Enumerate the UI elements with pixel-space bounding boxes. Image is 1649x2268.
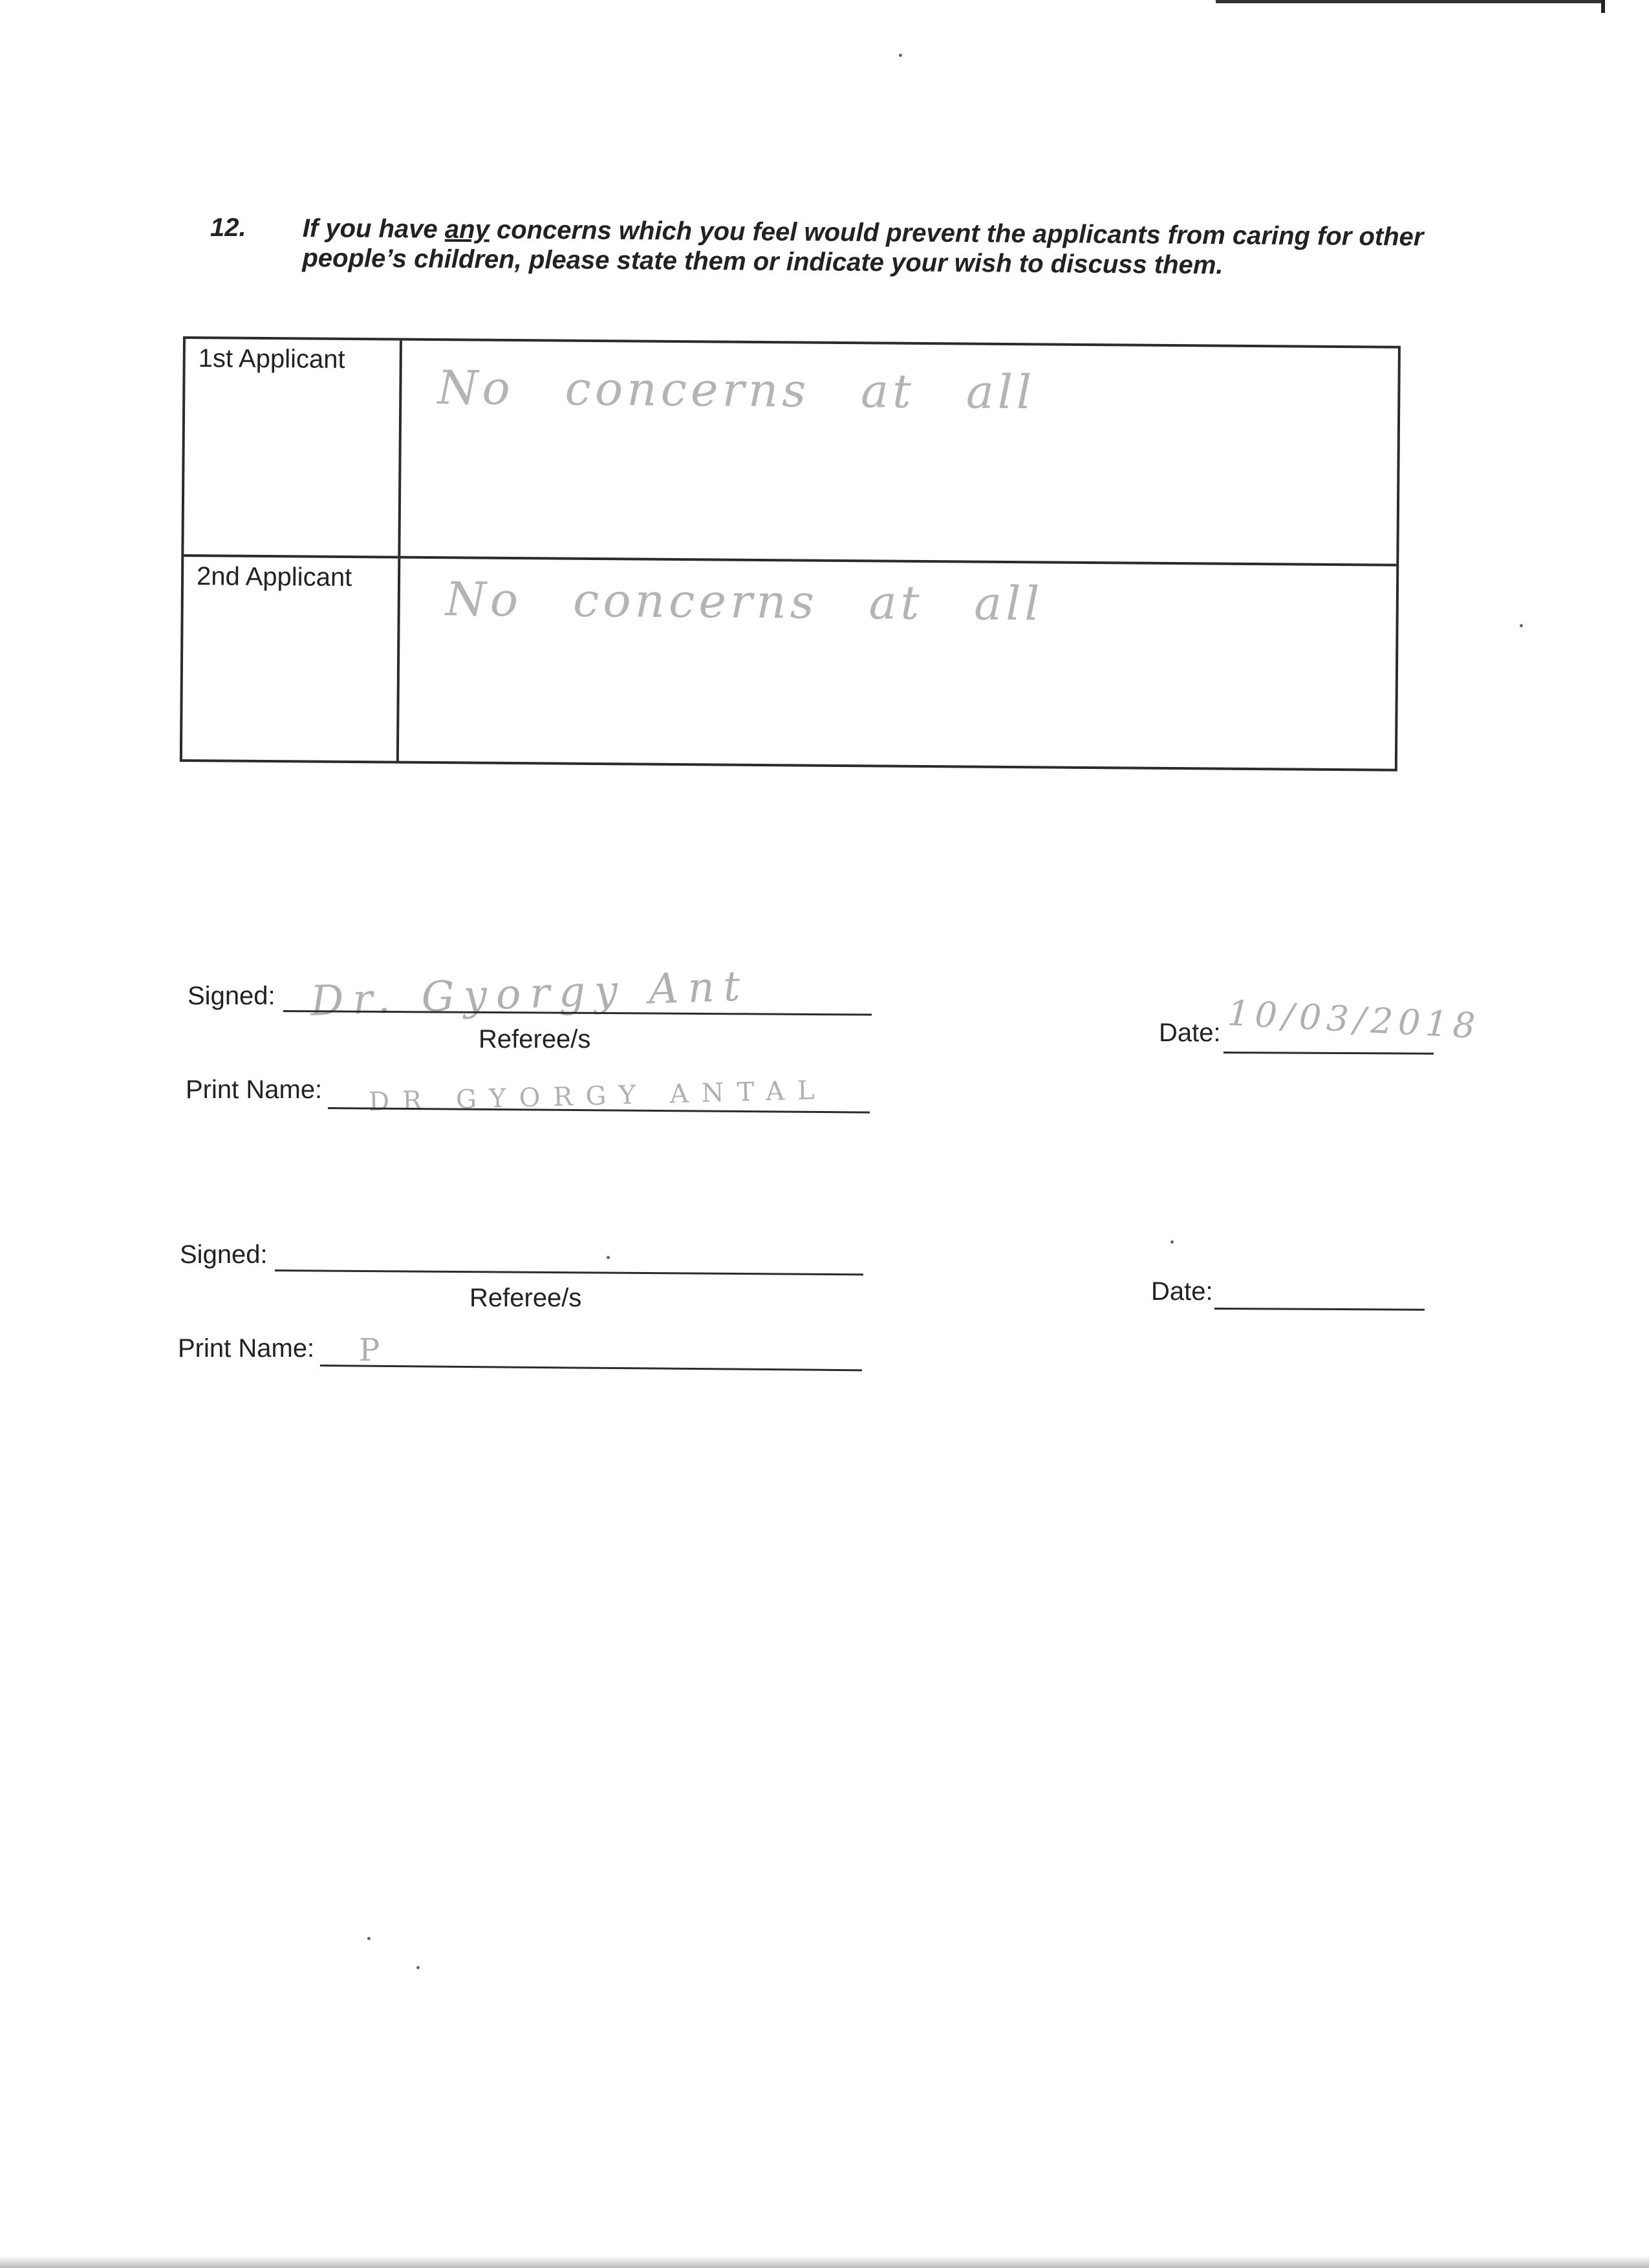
date-label: Date:	[1159, 1019, 1221, 1047]
signed-label: Signed:	[180, 1240, 268, 1269]
question-number: 12.	[210, 213, 246, 242]
date-line	[1214, 1308, 1425, 1311]
print-name-value[interactable]: P	[359, 1332, 380, 1368]
scan-speck	[1170, 1240, 1174, 1244]
applicant-label: 1st Applicant	[198, 344, 345, 374]
print-name-line	[320, 1365, 862, 1371]
signature[interactable]: Dr. Gyorgy Ant	[309, 962, 750, 1026]
question-text	[302, 213, 1428, 282]
table-row	[184, 339, 1398, 567]
print-name-label: Print Name:	[178, 1334, 315, 1363]
scan-speck	[899, 54, 902, 57]
applicant-label-cell	[184, 339, 402, 556]
scan-speck	[416, 1966, 420, 1969]
signature-line	[275, 1269, 863, 1275]
date-label: Date:	[1151, 1277, 1213, 1306]
date-value[interactable]: 10/03/2018	[1226, 992, 1482, 1047]
referee-label: Referee/s	[479, 1025, 591, 1053]
scan-edge-right	[1601, 0, 1605, 13]
applicant-answer[interactable]: No concerns at all	[437, 360, 1036, 420]
signed-label: Signed:	[188, 982, 275, 1010]
applicant-answer[interactable]: No concerns at all	[445, 572, 1044, 631]
print-name-value[interactable]: DR GYORGY ANTAL	[368, 1075, 828, 1118]
scan-speck	[367, 1937, 371, 1940]
date-line	[1223, 1052, 1434, 1055]
applicant-label-cell	[182, 557, 400, 762]
applicant-label: 2nd Applicant	[196, 562, 352, 592]
scan-speck	[1520, 624, 1523, 627]
referee-label: Referee/s	[469, 1284, 582, 1312]
table-row	[182, 557, 1396, 770]
question-text-emphasis: any	[444, 215, 490, 244]
print-name-label: Print Name:	[186, 1075, 323, 1104]
question-text-before: If you have	[302, 213, 446, 244]
scan-edge-top	[1216, 0, 1604, 3]
scan-speck	[607, 1256, 610, 1259]
question-text-after: concerns which you feel would prevent the applicants from caring for other people’s children, please state them or indicate your wish to discuss them.	[302, 215, 1424, 280]
concerns-table	[180, 336, 1401, 772]
scan-bottom-shadow	[0, 2256, 1649, 2268]
